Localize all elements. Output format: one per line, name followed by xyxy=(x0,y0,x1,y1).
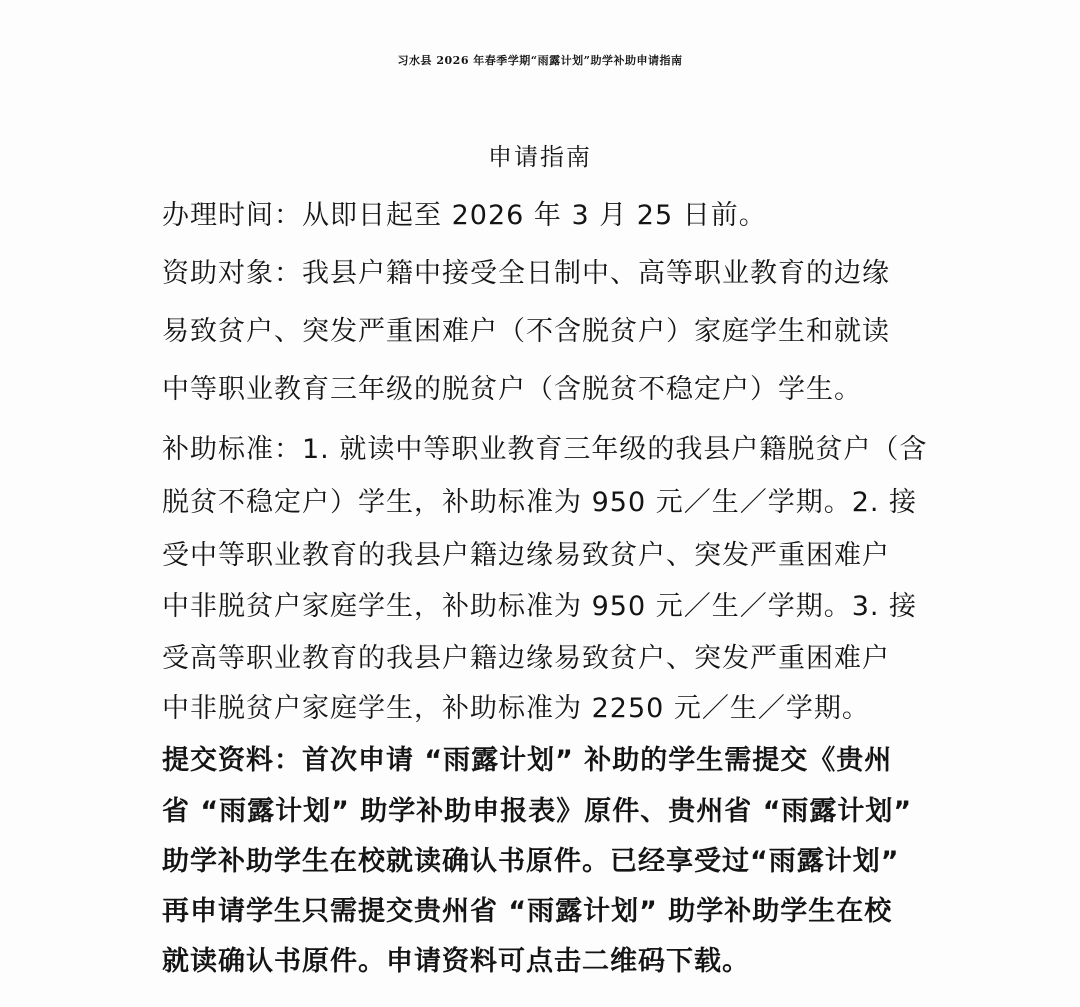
standard-line-4: 中非脱贫户家庭学生，补助标准为 950 元／生／学期。3. 接 xyxy=(162,591,918,622)
time-text: 从即日起至 2026 年 3 月 25 日前。 xyxy=(302,200,767,231)
target-text-1: 我县户籍中接受全日制中、高等职业教育的边缘 xyxy=(302,258,890,289)
target-line-3: 中等职业教育三年级的脱贫户（含脱贫不稳定户）学生。 xyxy=(162,374,862,405)
document-title: 习水县 2026 年春季学期“雨露计划”助学补助申请指南 xyxy=(397,54,683,67)
standard-label: 补助标准： xyxy=(162,434,302,465)
standard-line-5: 受高等职业教育的我县户籍边缘易致贫户、突发严重困难户 xyxy=(162,643,890,674)
materials-line-4: 再申请学生只需提交贵州省 “雨露计划” 助学补助学生在校 xyxy=(162,896,893,927)
materials-line-5: 就读确认书原件。申请资料可点击二维码下载。 xyxy=(162,946,750,977)
standard-line-3: 受中等职业教育的我县户籍边缘易致贫户、突发严重困难户 xyxy=(162,540,890,571)
document-subtitle: 申请指南 xyxy=(488,143,592,171)
materials-text-1: 首次申请 “雨露计划” 补助的学生需提交《贵州 xyxy=(302,745,893,776)
target-line-2: 易致贫户、突发严重困难户（不含脱贫户）家庭学生和就读 xyxy=(162,316,890,347)
standard-text-1: 1. 就读中等职业教育三年级的我县户籍脱贫户（含 xyxy=(302,434,928,465)
materials-line-2: 省 “雨露计划” 助学补助申报表》原件、贵州省 “雨露计划” xyxy=(162,796,913,827)
materials-line-3: 助学补助学生在校就读确认书原件。已经享受过“雨露计划” xyxy=(162,846,900,877)
standard-line-1 xyxy=(162,427,927,466)
standard-line-6: 中非脱贫户家庭学生，补助标准为 2250 元／生／学期。 xyxy=(162,693,870,724)
time-line xyxy=(162,193,767,232)
materials-line-1 xyxy=(162,738,892,777)
standard-line-2: 脱贫不稳定户）学生，补助标准为 950 元／生／学期。2. 接 xyxy=(162,487,918,518)
materials-label: 提交资料： xyxy=(162,745,302,776)
time-label: 办理时间： xyxy=(162,200,302,231)
target-label: 资助对象： xyxy=(162,258,302,289)
target-line-1 xyxy=(162,251,890,290)
